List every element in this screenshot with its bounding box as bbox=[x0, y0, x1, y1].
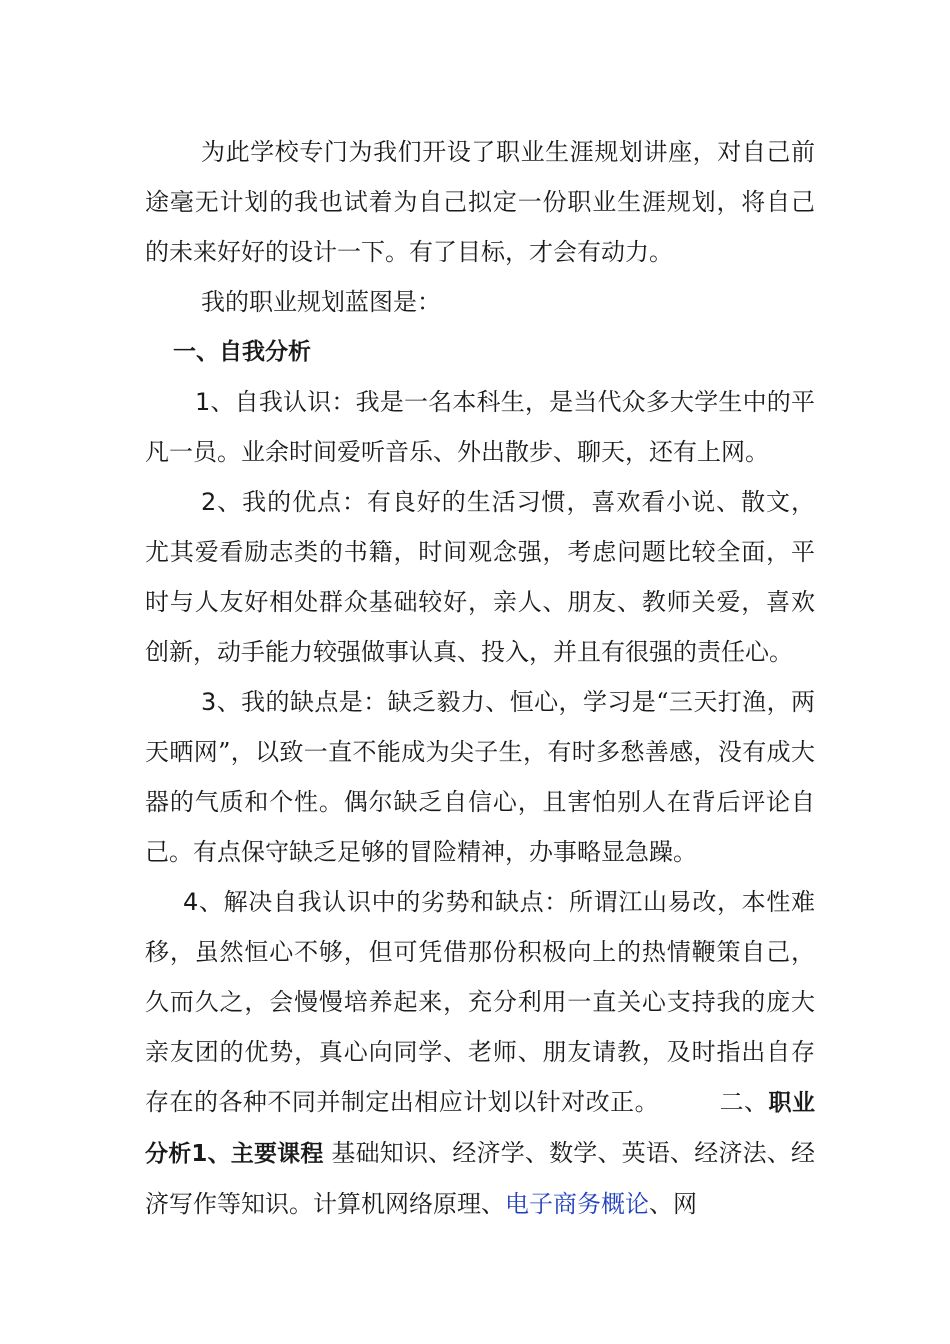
strengths-paragraph bbox=[145, 477, 815, 677]
solutions-text: 、解决自我认识中的劣势和缺点：所谓江山易改，本性难移，虽然恒心不够，但可凭借那份积极向上的热情鞭策自己，久而久之，会慢慢培养起来，充分利用一直关心支持我的庞大亲友团的优势，真心向同学、老师、朋友请教，及时指出自存存在的各种不同并制定出相应计划以针对改正。 bbox=[145, 888, 815, 1116]
intro-text: 为此学校专门为我们开设了职业生涯规划讲座，对自己前途毫无计划的我也试着为自己拟定一份职业生涯规划，将自己的未来好好的设计一下。有了目标，才会有动力。 bbox=[145, 138, 815, 266]
solutions-paragraph bbox=[145, 877, 815, 1229]
courses-text: 基础知识、经济学、数学、英语、经济法、经济写作等知识。计算机网络原理、 bbox=[145, 1139, 816, 1218]
intro-paragraph bbox=[145, 127, 815, 277]
subsection-heading-courses: 、主要课程 bbox=[207, 1141, 324, 1167]
item-number: 4 bbox=[183, 888, 199, 916]
weaknesses-text: 、我的缺点是：缺乏毅力、恒心，学习是“三天打渔，两天晒网”，以致一直不能成为尖子生，有时多愁善感，没有成大器的气质和个性。偶尔缺乏自信心，且害怕别人在背后评论自己。有点保守缺乏足够的冒险精神，办事略显急躁。 bbox=[145, 688, 815, 866]
section-heading-career-analysis: 职业分析 bbox=[145, 1090, 816, 1167]
self-awareness-text: 、自我认识：我是一名本科生，是当代众多大学生中的平凡一员。业余时间爱听音乐、外出散步、聊天，还有上网。 bbox=[145, 388, 815, 466]
item-number: 3 bbox=[201, 688, 217, 716]
courses-text-continued: 、网 bbox=[649, 1190, 697, 1218]
self-awareness-paragraph bbox=[145, 377, 815, 477]
item-number: 1 bbox=[195, 388, 211, 416]
blueprint-text: 我的职业规划蓝图是： bbox=[201, 288, 441, 316]
ecommerce-link[interactable]: 电子商务概论 bbox=[505, 1190, 649, 1218]
strengths-text: 、我的优点：有良好的生活习惯，喜欢看小说、散文，尤其爱看励志类的书籍，时间观念强，考虑问题比较全面，平时与人友好相处群众基础较好，亲人、朋友、教师关爱，喜欢创新，动手能力较强做事认真、投入，并且有很强的责任心。 bbox=[145, 488, 815, 666]
item-number: 2 bbox=[201, 488, 217, 516]
weaknesses-paragraph bbox=[145, 677, 815, 877]
section-heading-number: 二、 bbox=[719, 1088, 769, 1116]
section-heading-self-analysis: 一、自我分析 bbox=[173, 339, 311, 365]
subsection-number: 1 bbox=[191, 1141, 208, 1167]
document-page bbox=[145, 127, 815, 1229]
blueprint-line bbox=[145, 277, 815, 327]
